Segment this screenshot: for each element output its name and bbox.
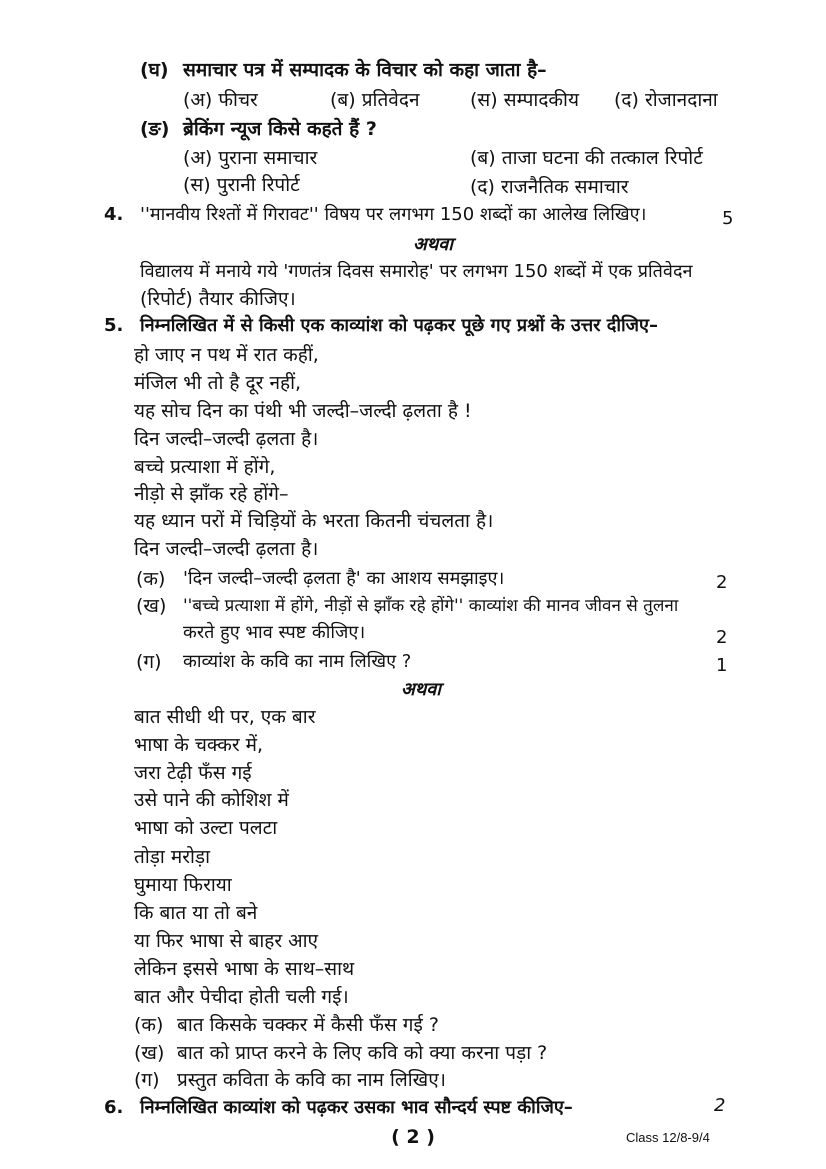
q5-q2-b-text: बात को प्राप्त करने के लिए कवि को क्या करना पड़ा ? <box>177 1042 548 1064</box>
q5-q1-c-text: काव्यांश के कवि का नाम लिखिए ? <box>183 651 412 672</box>
q5-poem2-line: बात सीधी थी पर, एक बार <box>134 706 316 728</box>
q5-q1-b-marks: 2 <box>716 627 728 648</box>
q5-poem1-line: बच्चे प्रत्याशा में होंगे, <box>134 456 276 478</box>
q5-poem2-line: तोड़ा मरोड़ा <box>134 846 211 868</box>
q5-q2-c-text: प्रस्तुत कविता के कवि का नाम लिखिए। <box>177 1069 446 1091</box>
q5-poem2-line: उसे पाने की कोशिश में <box>134 789 289 811</box>
q5-q2-b-label: (ख) <box>134 1042 165 1064</box>
q3-nga-opt-b: (ब) ताजा घटना की तत्काल रिपोर्ट <box>470 147 703 169</box>
q5-poem2-line: लेकिन इससे भाषा के साथ–साथ <box>134 958 355 980</box>
q6-marks: 2 <box>714 1095 726 1116</box>
q3-gha-opt-b: (ब) प्रतिवेदन <box>330 89 420 111</box>
q4-text: ''मानवीय रिश्तों में गिरावट'' विषय पर लगभग 150 शब्दों का आलेख लिखिए। <box>140 204 647 225</box>
q5-poem1-line: नीड़ो से झाँक रहे होंगे– <box>134 483 289 505</box>
q3-gha-label: (घ) <box>140 59 169 81</box>
q5-poem2-line: भाषा के चक्कर में, <box>134 734 264 756</box>
q5-poem1-line: दिन जल्दी–जल्दी ढ़लता है। <box>134 428 319 450</box>
q3-gha-opt-d: (द) रोजानदाना <box>614 89 718 111</box>
q5-q2-c-label: (ग) <box>134 1069 160 1091</box>
q5-text: निम्नलिखित में से किसी एक काव्यांश को पढ़कर पूछे गए प्रश्नों के उत्तर दीजिए– <box>140 315 658 336</box>
q3-gha-opt-a: (अ) फीचर <box>183 89 258 111</box>
page-number: ( 2 ) <box>391 1126 435 1148</box>
q5-poem1-line: यह ध्यान परों में चिड़ियों के भरता कितनी चंचलता है। <box>134 510 494 532</box>
q5-q1-b-text2: करते हुए भाव स्पष्ट कीजिए। <box>183 622 366 643</box>
q5-number: 5. <box>104 315 124 336</box>
q5-q1-a-text: 'दिन जल्दी–जल्दी ढ़लता है' का आशय समझाइए। <box>183 568 505 589</box>
q5-or: अथवा <box>401 679 441 700</box>
q3-nga-label: (ङ) <box>140 118 170 140</box>
q5-poem2-line: कि बात या तो बने <box>134 902 258 924</box>
q4-or: अथवा <box>413 234 453 255</box>
q5-poem1-line: हो जाए न पथ में रात कहीं, <box>134 344 319 366</box>
q3-nga-opt-c: (स) पुरानी रिपोर्ट <box>183 174 300 196</box>
q4-alt-line1: विद्यालय में मनाये गये 'गणतंत्र दिवस समारोह' पर लगभग 150 शब्दों में एक प्रतिवेदन <box>140 261 693 282</box>
q5-poem2-line: घुमाया फिराया <box>134 874 232 896</box>
q5-poem1-line: दिन जल्दी–जल्दी ढ़लता है। <box>134 538 319 560</box>
q6-text: निम्नलिखित काव्यांश को पढ़कर उसका भाव सौन्दर्य स्पष्ट कीजिए– <box>140 1097 573 1118</box>
q5-q1-a-marks: 2 <box>716 572 728 593</box>
class-code: Class 12/8-9/4 <box>626 1130 710 1145</box>
q5-q1-c-marks: 1 <box>716 655 728 676</box>
q5-poem1-line: मंजिल भी तो है दूर नहीं, <box>134 372 302 394</box>
q5-q1-b-label: (ख) <box>136 595 167 617</box>
q5-poem2-line: भाषा को उल्टा पलटा <box>134 817 278 839</box>
q3-nga-opt-d: (द) राजनैतिक समाचार <box>470 176 629 198</box>
q5-poem2-line: या फिर भाषा से बाहर आए <box>134 930 319 952</box>
q4-marks: 5 <box>722 208 734 229</box>
q5-q1-a-label: (क) <box>136 568 166 590</box>
q5-q2-a-label: (क) <box>134 1014 164 1036</box>
q6-number: 6. <box>104 1097 124 1118</box>
q5-q1-c-label: (ग) <box>136 651 162 673</box>
q5-poem2-line: बात और पेचीदा होती चली गई। <box>134 986 349 1008</box>
q4-alt-line2: (रिपोर्ट) तैयार कीजिए। <box>140 288 296 310</box>
q3-gha-text: समाचार पत्र में सम्पादक के विचार को कहा जाता है– <box>183 59 547 81</box>
q5-poem1-line: यह सोच दिन का पंथी भी जल्दी–जल्दी ढ़लता है ! <box>134 400 472 422</box>
q5-poem2-line: जरा टेढ़ी फँस गई <box>134 762 252 784</box>
q4-number: 4. <box>104 204 124 225</box>
q3-gha-opt-c: (स) सम्पादकीय <box>470 89 579 111</box>
q5-q1-b-text: ''बच्चे प्रत्याशा में होंगे, नीड़ों से झाँक रहे होंगे'' काव्यांश की मानव जीवन से तुलना <box>183 596 679 616</box>
q3-nga-opt-a: (अ) पुराना समाचार <box>183 147 318 169</box>
q5-q2-a-text: बात किसके चक्कर में कैसी फँस गई ? <box>177 1014 439 1036</box>
q3-nga-text: ब्रेकिंग न्यूज किसे कहते हैं ? <box>183 118 377 140</box>
